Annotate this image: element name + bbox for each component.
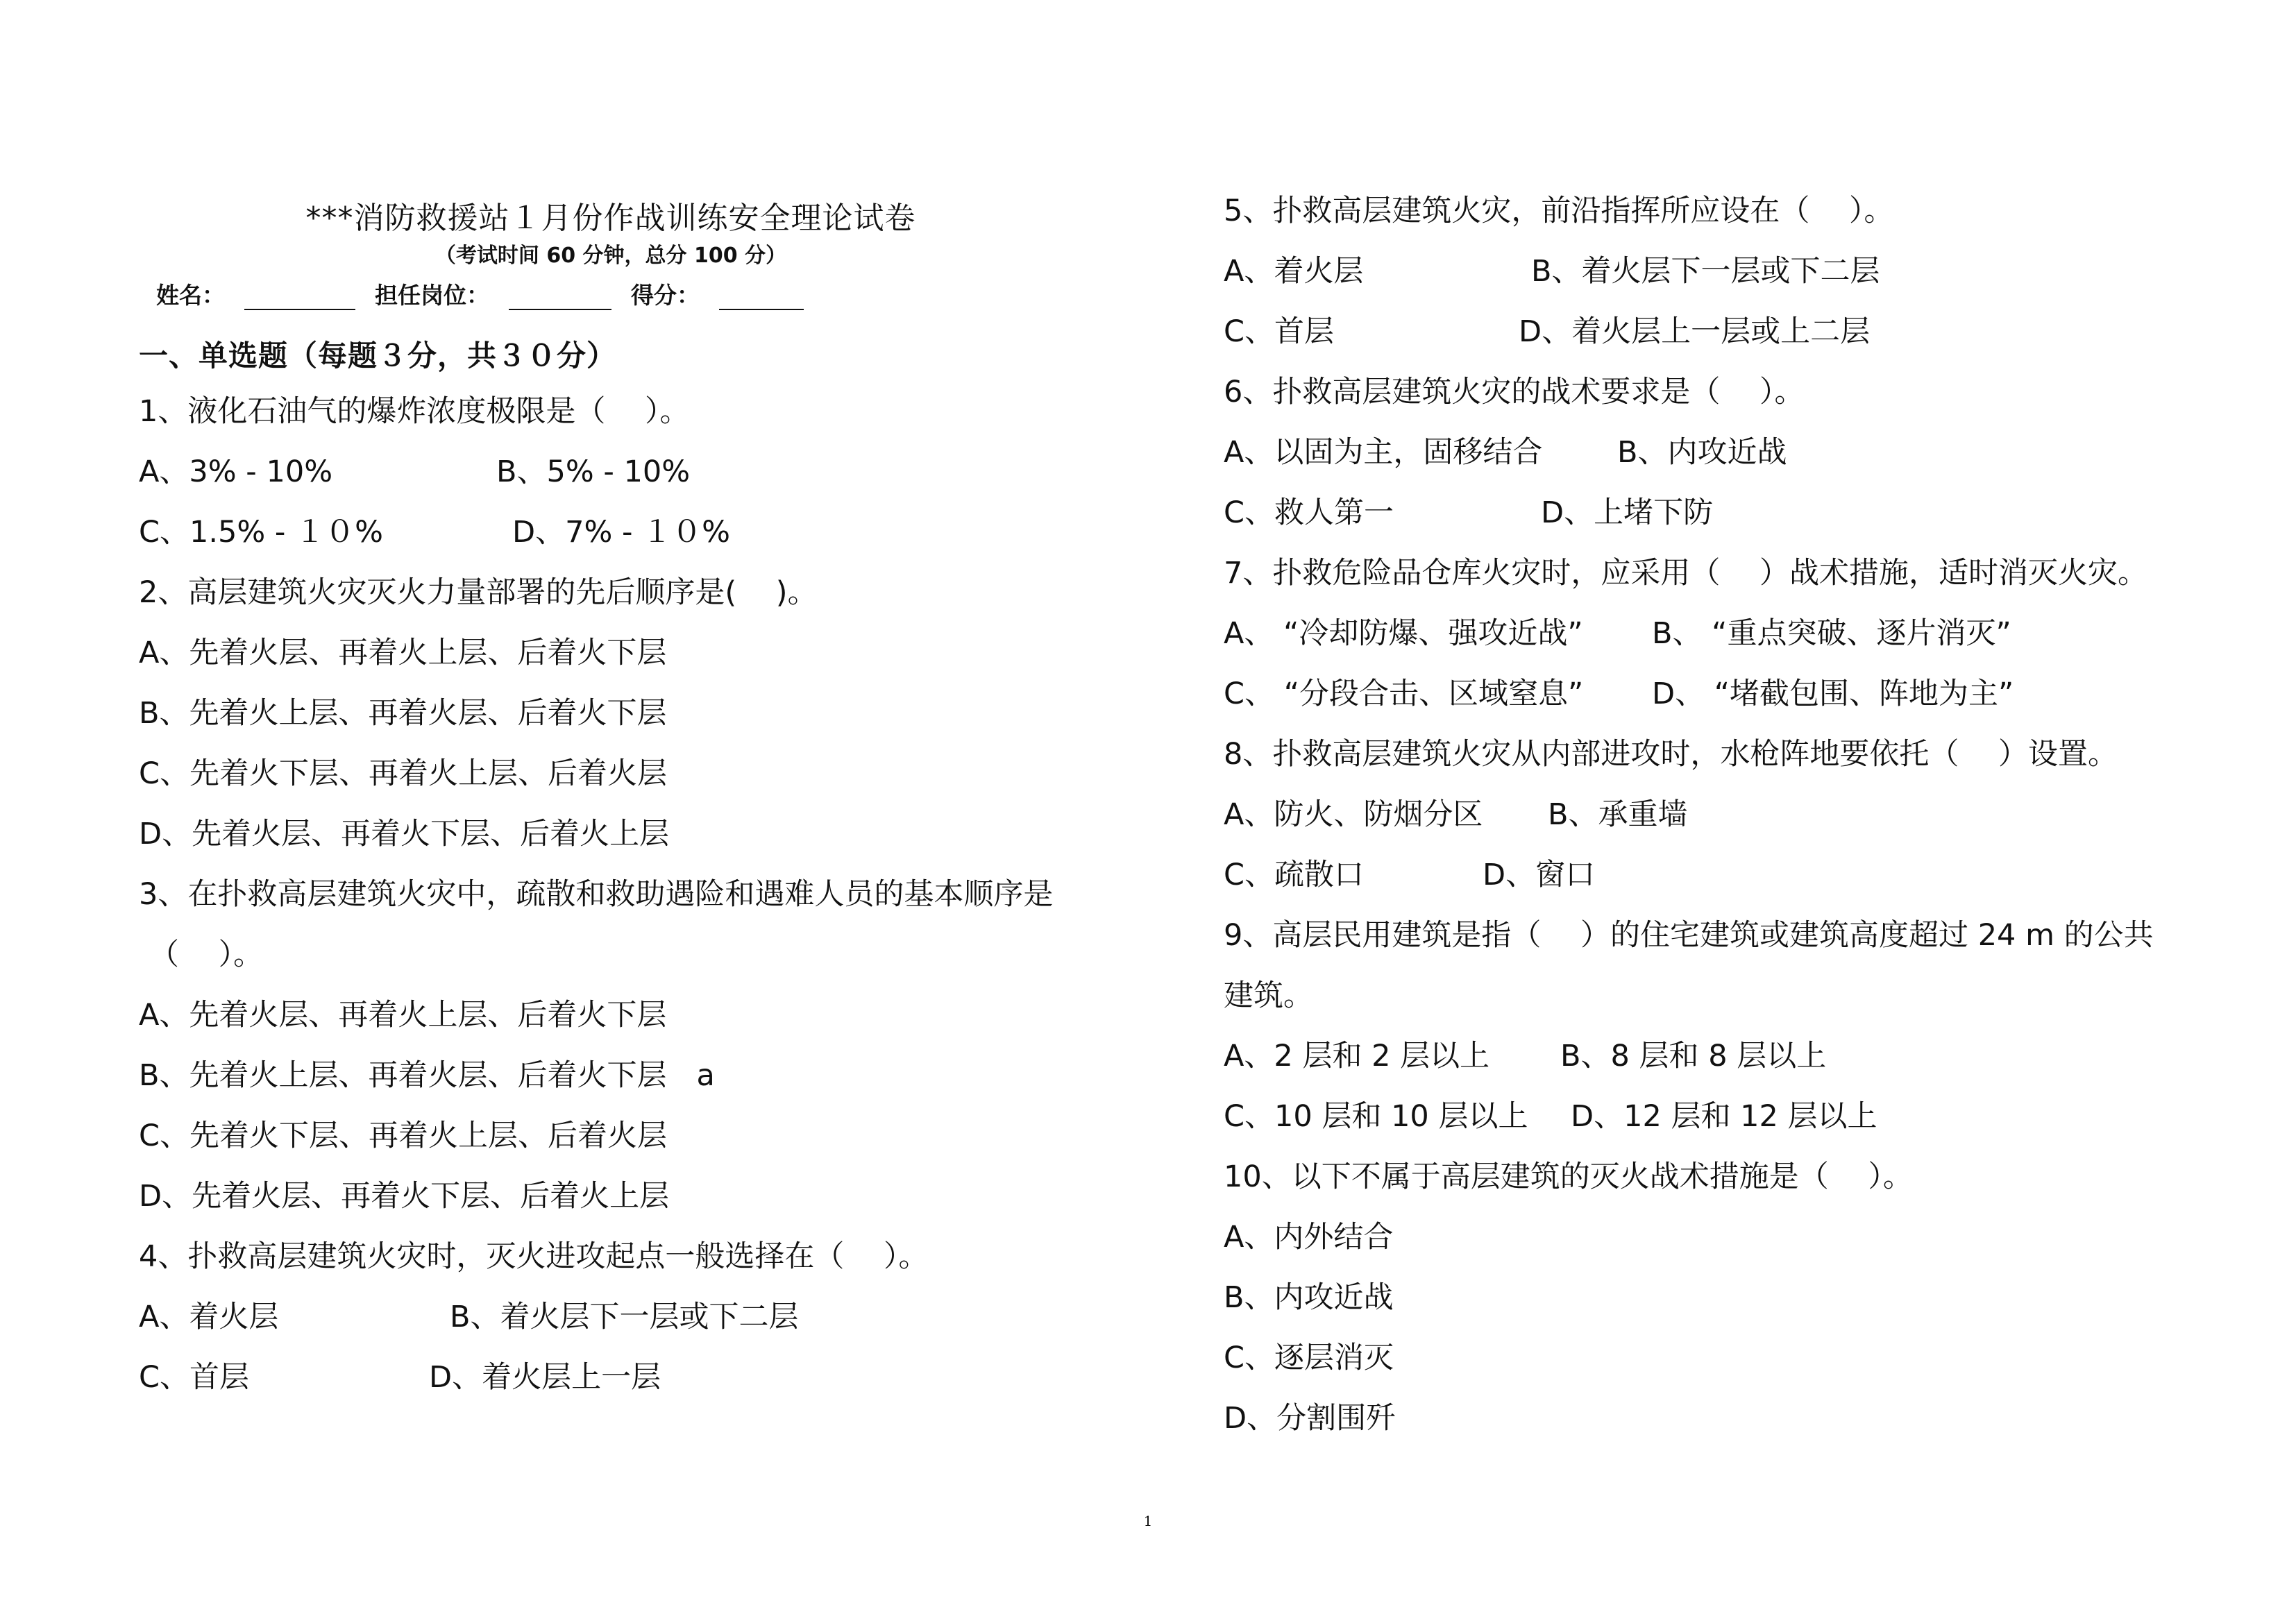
post-label: 担任岗位：	[375, 282, 489, 309]
option-c: C、先着火下层、再着火上层、后着火层	[139, 1119, 668, 1153]
question-stem: 8、扑救高层建筑火灾从内部进攻时，水枪阵地要依托（ ）设置。	[1224, 737, 2118, 772]
question-stem: 1、液化石油气的爆炸浓度极限是（ ）。	[139, 394, 690, 429]
question-stem: 7、扑救危险品仓库火灾时，应采用（ ）战术措施，适时消灭火灾。	[1224, 556, 2148, 590]
option-b: B、着火层下一层或下二层	[450, 1300, 799, 1334]
post-blank[interactable]	[509, 282, 611, 310]
option-a: A、先着火层、再着火上层、后着火下层	[139, 636, 667, 670]
option-b: B、承重墙	[1548, 797, 1688, 832]
option-b: B、5% - 10%	[496, 454, 691, 489]
option-b: B、先着火上层、再着火层、后着火下层	[139, 696, 667, 731]
option-c: C、 “分段合击、区域窒息”	[1224, 677, 1584, 711]
option-c: C、救人第一	[1224, 495, 1394, 530]
question-stem-cont: 建筑。	[1224, 978, 1313, 1013]
name-label: 姓名：	[156, 282, 225, 309]
option-d: D、 “堵截包围、阵地为主”	[1652, 677, 2014, 711]
option-d: D、窗口	[1483, 858, 1596, 892]
option-a: A、 “冷却防爆、强攻近战”	[1224, 616, 1583, 651]
option-d: D、先着火层、再着火下层、后着火上层	[139, 1179, 670, 1214]
option-b: B、先着火上层、再着火层、后着火下层 a	[139, 1058, 715, 1093]
option-d: D、着火层上一层	[429, 1360, 661, 1395]
option-a: A、3% - 10%	[139, 454, 333, 489]
section-heading: 一、单选题（每题３分，共３０分）	[139, 339, 617, 373]
student-info-row	[156, 278, 823, 310]
option-a: A、内外结合	[1224, 1220, 1394, 1255]
question-stem: 4、扑救高层建筑火灾时，灭火进攻起点一般选择在（ ）。	[139, 1239, 929, 1274]
option-c: C、首层	[139, 1360, 250, 1395]
question-stem: 3、在扑救高层建筑火灾中，疏散和救助遇险和遇难人员的基本顺序是	[139, 877, 1054, 912]
option-c: C、10 层和 10 层以上	[1224, 1099, 1528, 1134]
question-stem: 9、高层民用建筑是指（ ）的住宅建筑或建筑高度超过 24 m 的公共	[1224, 918, 2154, 953]
option-a: A、以固为主，固移结合	[1224, 435, 1543, 470]
option-d: D、着火层上一层或上二层	[1519, 314, 1871, 349]
option-a: A、先着火层、再着火上层、后着火下层	[139, 998, 667, 1033]
option-b: B、8 层和 8 层以上	[1560, 1039, 1827, 1073]
question-stem-cont: （ ）。	[149, 937, 264, 972]
option-d: D、先着火层、再着火下层、后着火上层	[139, 817, 670, 851]
option-d: D、12 层和 12 层以上	[1571, 1099, 1877, 1134]
option-a: A、防火、防烟分区	[1224, 797, 1483, 832]
exam-subtitle: （考试时间 60 分钟，总分 100 分）	[434, 244, 787, 268]
option-c: C、1.5% - １０%	[139, 515, 383, 550]
page-number: 1	[1143, 1513, 1153, 1529]
name-blank[interactable]	[244, 282, 355, 310]
score-label: 得分：	[631, 282, 700, 309]
option-c: C、首层	[1224, 314, 1335, 349]
option-c: C、疏散口	[1224, 858, 1365, 892]
exam-title: ***消防救援站１月份作战训练安全理论试卷	[305, 201, 916, 236]
option-b: B、内攻近战	[1224, 1280, 1394, 1315]
option-c: C、逐层消灭	[1224, 1341, 1394, 1375]
option-b: B、内攻近战	[1617, 435, 1787, 470]
question-stem: 10、以下不属于高层建筑的灭火战术措施是（ ）。	[1224, 1159, 1913, 1194]
option-d: D、7% - １０%	[512, 515, 731, 550]
score-blank[interactable]	[719, 282, 804, 310]
option-d: D、上堵下防	[1541, 495, 1714, 530]
option-c: C、先着火下层、再着火上层、后着火层	[139, 756, 668, 791]
option-b: B、着火层下一层或下二层	[1531, 254, 1880, 289]
option-a: A、着火层	[1224, 254, 1364, 289]
option-a: A、着火层	[139, 1300, 279, 1334]
question-stem: 5、扑救高层建筑火灾，前沿指挥所应设在（ ）。	[1224, 194, 1894, 228]
option-d: D、分割围歼	[1224, 1401, 1396, 1436]
option-b: B、 “重点突破、逐片消灭”	[1652, 616, 2011, 651]
option-a: A、2 层和 2 层以上	[1224, 1039, 1490, 1073]
question-stem: 2、高层建筑火灾灭火力量部署的先后顺序是( )。	[139, 575, 818, 610]
question-stem: 6、扑救高层建筑火灾的战术要求是（ ）。	[1224, 375, 1805, 409]
